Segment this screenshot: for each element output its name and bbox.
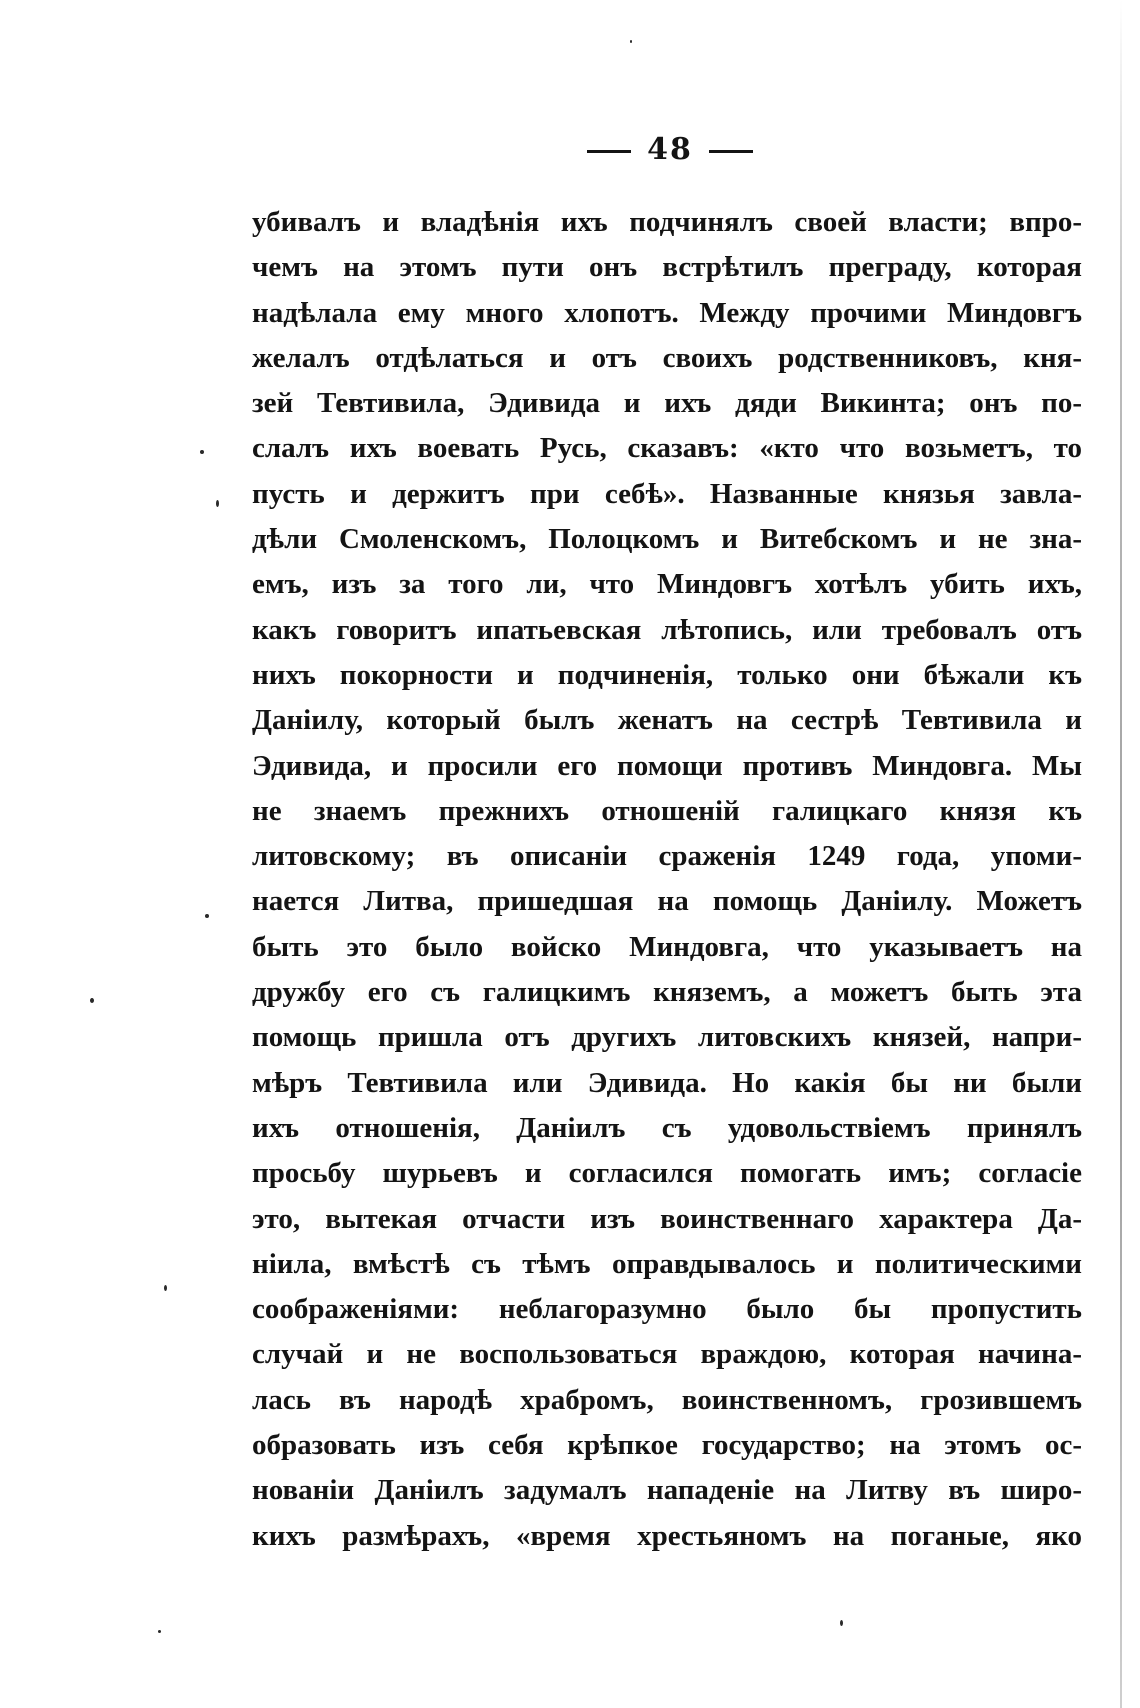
scan-speck [216, 500, 219, 507]
text-line: Даніилу, который былъ женатъ на сестрѣ Тевтивила и [252, 704, 1082, 737]
text-line: нихъ покорности и подчиненія, только они бѣжали къ [252, 658, 1082, 691]
page-edge-shadow [1120, 0, 1122, 1708]
text-line: дѣли Смоленскомъ, Полоцкомъ и Витебскомъ и не зна- [252, 523, 1082, 556]
scan-speck [205, 914, 209, 918]
text-line: желалъ отдѣлаться и отъ своихъ родственниковъ, кня- [252, 341, 1082, 374]
page-number-header [0, 132, 1140, 167]
text-line: зей Тевтивила, Эдивида и ихъ дяди Викинта; онъ по- [252, 387, 1082, 420]
text-line: нованіи Даніилъ задумалъ нападеніе на Литву въ широ- [252, 1474, 1082, 1507]
text-line: помощь пришла отъ другихъ литовскихъ князей, напри- [252, 1021, 1082, 1054]
scan-speck [90, 998, 94, 1003]
text-line: просьбу шурьевъ и согласился помогать имъ; согласіе [252, 1157, 1082, 1190]
text-line: случай и не воспользоваться враждою, которая начина- [252, 1338, 1082, 1371]
right-dash [709, 150, 753, 153]
text-line: нается Литва, пришедшая на помощь Даніилу. Можетъ [252, 885, 1082, 918]
text-line: это, вытекая отчасти изъ воинственнаго характера Да- [252, 1202, 1082, 1235]
text-line: убивалъ и владѣнія ихъ подчинялъ своей власти; впро- [252, 206, 1082, 238]
body-text [252, 200, 1082, 1559]
text-line: чемъ на этомъ пути онъ встрѣтилъ преграду, которая [252, 251, 1082, 284]
page-number: 48 [647, 132, 693, 167]
text-line: лась въ народѣ храбромъ, воинственномъ, грозившемъ [252, 1383, 1082, 1416]
scan-speck [164, 1285, 167, 1291]
text-line: ніила, вмѣстѣ съ тѣмъ оправдывалось и политическими [252, 1247, 1082, 1280]
text-line: мѣръ Тевтивила или Эдивида. Но какія бы ни были [252, 1066, 1082, 1099]
text-line: слалъ ихъ воевать Русь, сказавъ: «кто что возьметъ, то [252, 432, 1082, 465]
text-line: соображеніями: неблагоразумно было бы пропустить [252, 1293, 1082, 1326]
text-line: кихъ размѣрахъ, «время хрестьяномъ на поганые, яко [252, 1519, 1082, 1552]
text-line: ихъ отношенія, Даніилъ съ удовольствіемъ принялъ [252, 1111, 1082, 1144]
scan-speck [158, 1630, 161, 1633]
text-line: быть это было войско Миндовга, что указываетъ на [252, 930, 1082, 963]
text-line: дружбу его съ галицкимъ княземъ, а можетъ быть эта [252, 976, 1082, 1009]
left-dash [587, 150, 631, 153]
text-line: емъ, изъ за того ли, что Миндовгъ хотѣлъ убить ихъ, [252, 568, 1082, 601]
text-line: надѣлала ему много хлопотъ. Между прочими Миндовгъ [252, 296, 1082, 329]
text-line: Эдивида, и просили его помощи противъ Миндовга. Мы [252, 749, 1082, 782]
text-line: не знаемъ прежнихъ отношеній галицкаго князя къ [252, 794, 1082, 827]
text-line: образовать изъ себя крѣпкое государство; на этомъ ос- [252, 1429, 1082, 1462]
text-line: литовскому; въ описаніи сраженія 1249 года, упоми- [252, 840, 1082, 873]
text-line: какъ говоритъ ипатьевская лѣтопись, или требовалъ отъ [252, 613, 1082, 646]
scan-speck [630, 40, 632, 43]
scan-speck [840, 1620, 843, 1626]
scan-speck [200, 450, 204, 454]
text-line: пусть и держитъ при себѣ». Названные князья завла- [252, 477, 1082, 510]
